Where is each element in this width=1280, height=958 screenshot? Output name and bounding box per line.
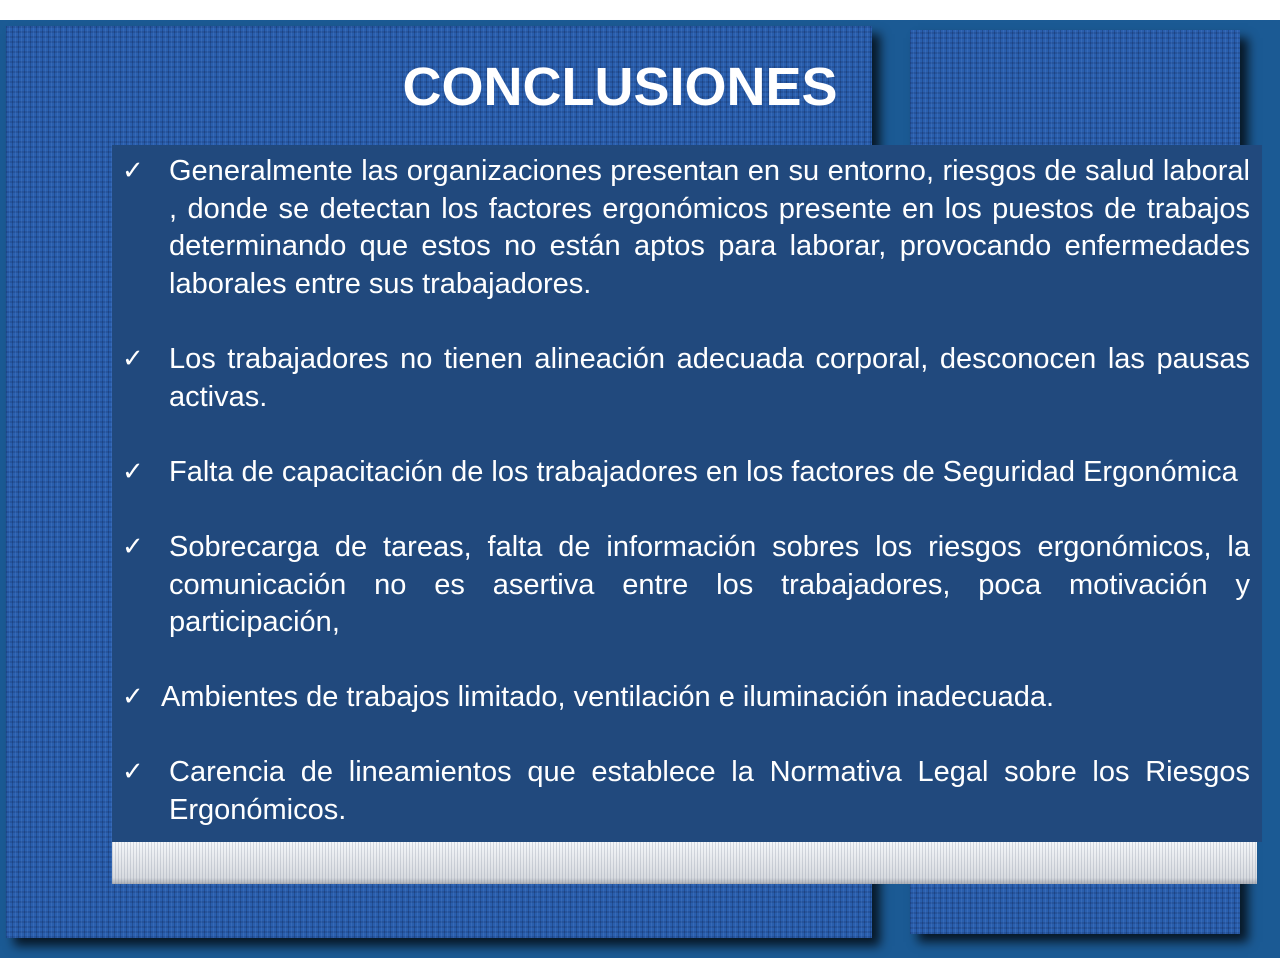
slide-title: CONCLUSIONES (402, 57, 838, 117)
item-text: Ambientes de trabajos limitado, ventilación e iluminación inadecuada. (161, 681, 1055, 713)
list-item (122, 754, 1250, 829)
list-item (122, 679, 1242, 717)
list-item (122, 341, 1250, 416)
top-band (0, 0, 1280, 20)
item-text: Carencia de lineamientos que establece la Normativa Legal sobre los Riesgos Ergonómicos. (169, 756, 1250, 826)
list-item (122, 454, 1250, 492)
checkmark-icon: ✓ (122, 532, 144, 562)
item-text: Los trabajadores no tienen alineación adecuada corporal, desconocen las pausas activas. (169, 343, 1250, 413)
conclusions-box (112, 145, 1262, 842)
item-text: Sobrecarga de tareas, falta de información sobres los riesgos ergonómicos, la comunicación no es asertiva entre los trabajadores, poca motivación y participación, (169, 531, 1250, 638)
list-item (122, 529, 1250, 642)
checkmark-icon: ✓ (122, 757, 144, 787)
checkmark-icon: ✓ (122, 457, 144, 487)
checkmark-icon: ✓ (122, 344, 144, 374)
list-item (122, 153, 1250, 303)
checkmark-icon: ✓ (122, 682, 144, 712)
decorative-bar (112, 842, 1257, 884)
checkmark-icon: ✓ (122, 156, 144, 186)
item-text: Generalmente las organizaciones presentan en su entorno, riesgos de salud laboral , donde se detectan los factores ergonómicos presente en los puestos de trabajos determinando que estos no están aptos para laborar, provocando enfermedades laborales entre sus trabajadores. (169, 155, 1250, 300)
item-text: Falta de capacitación de los trabajadores en los factores de Seguridad Ergonómica (169, 456, 1238, 488)
